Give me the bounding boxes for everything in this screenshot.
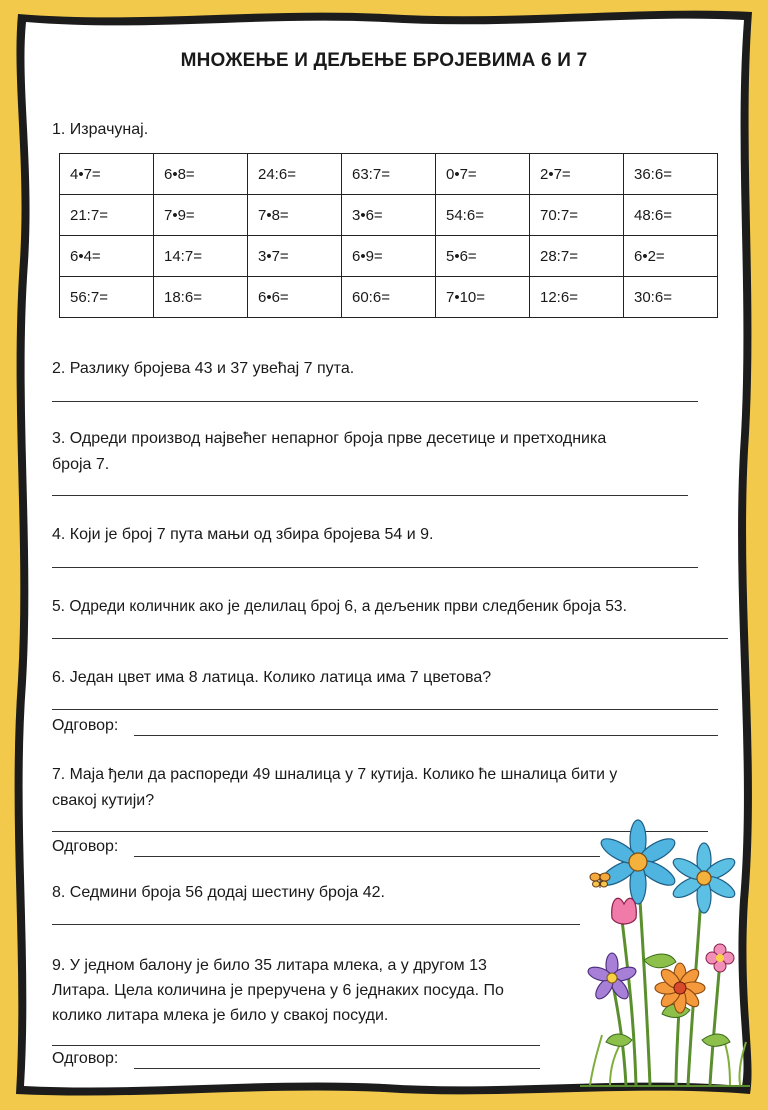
table-cell[interactable]: 30:6=	[624, 277, 718, 318]
table-row	[60, 277, 718, 318]
task-3-text-line2: броја 7.	[52, 456, 110, 473]
answer-line[interactable]	[52, 495, 688, 496]
answer-line[interactable]	[52, 567, 698, 568]
task-2-text: 2. Разлику бројева 43 и 37 увећај 7 пута.	[52, 360, 355, 377]
table-cell[interactable]: 6•4=	[60, 236, 154, 277]
operations-table	[59, 153, 718, 318]
table-cell[interactable]: 6•9=	[342, 236, 436, 277]
task-6-text: 6. Један цвет има 8 латица. Колико латица има 7 цветова?	[52, 669, 492, 686]
table-cell[interactable]: 7•10=	[436, 277, 530, 318]
task-8-text: 8. Седмини броја 56 додај шестину броја 42.	[52, 884, 385, 901]
table-cell[interactable]: 6•8=	[154, 154, 248, 195]
table-cell[interactable]: 70:7=	[530, 195, 624, 236]
task-1-label: 1. Израчунај.	[52, 121, 149, 138]
answer-line[interactable]	[52, 709, 718, 710]
page-title: МНОЖЕЊЕ И ДЕЉЕЊЕ БРОЈЕВИМА 6 И 7	[180, 50, 588, 71]
table-cell[interactable]: 3•7=	[248, 236, 342, 277]
table-row	[60, 154, 718, 195]
table-cell[interactable]: 60:6=	[342, 277, 436, 318]
table-cell[interactable]: 6•6=	[248, 277, 342, 318]
task-7-text-line1: 7. Маја ђели да распореди 49 шналица у 7 кутија. Колико ће шналица бити у	[52, 766, 618, 783]
table-cell[interactable]: 63:7=	[342, 154, 436, 195]
table-cell[interactable]: 5•6=	[436, 236, 530, 277]
answer-label: Одговор:	[52, 717, 119, 734]
table-cell[interactable]: 48:6=	[624, 195, 718, 236]
table-row	[60, 195, 718, 236]
flowers-icon	[580, 810, 750, 1090]
table-cell[interactable]: 36:6=	[624, 154, 718, 195]
table-cell[interactable]: 24:6=	[248, 154, 342, 195]
answer-line[interactable]	[52, 1045, 540, 1046]
answer-line[interactable]	[134, 856, 600, 857]
table-cell[interactable]: 2•7=	[530, 154, 624, 195]
task-9-text-line3: колико литара млека је било у свакој посуди.	[52, 1007, 389, 1024]
answer-line[interactable]	[134, 735, 718, 736]
task-3-text-line1: 3. Одреди производ највећег непарног броја прве десетице и претходника	[52, 430, 607, 447]
task-7-text-line2: свакој кутији?	[52, 792, 155, 809]
table-cell[interactable]: 28:7=	[530, 236, 624, 277]
table-cell[interactable]: 7•9=	[154, 195, 248, 236]
table-cell[interactable]: 6•2=	[624, 236, 718, 277]
table-cell[interactable]: 21:7=	[60, 195, 154, 236]
table-cell[interactable]: 18:6=	[154, 277, 248, 318]
table-row	[60, 236, 718, 277]
table-cell[interactable]: 54:6=	[436, 195, 530, 236]
answer-line[interactable]	[52, 401, 698, 402]
answer-label: Одговор:	[52, 838, 119, 855]
task-4-text: 4. Који је број 7 пута мањи од збира бројева 54 и 9.	[52, 526, 434, 543]
table-cell[interactable]: 0•7=	[436, 154, 530, 195]
answer-line[interactable]	[134, 1068, 540, 1069]
task-9-text-line1: 9. У једном балону је било 35 литара млека, а у другом 13	[52, 957, 487, 974]
answer-line[interactable]	[52, 924, 580, 925]
task-5-text: 5. Одреди количник ако је делилац број 6, а дељеник први следбеник броја 53.	[52, 598, 627, 615]
table-cell[interactable]: 3•6=	[342, 195, 436, 236]
task-9-text-line2: Литара. Цела количина је преручена у 6 једнаких посуда. По	[52, 982, 504, 999]
table-cell[interactable]: 12:6=	[530, 277, 624, 318]
table-cell[interactable]: 4•7=	[60, 154, 154, 195]
table-cell[interactable]: 14:7=	[154, 236, 248, 277]
answer-line[interactable]	[52, 638, 728, 639]
answer-label: Одговор:	[52, 1050, 119, 1067]
table-cell[interactable]: 56:7=	[60, 277, 154, 318]
table-cell[interactable]: 7•8=	[248, 195, 342, 236]
